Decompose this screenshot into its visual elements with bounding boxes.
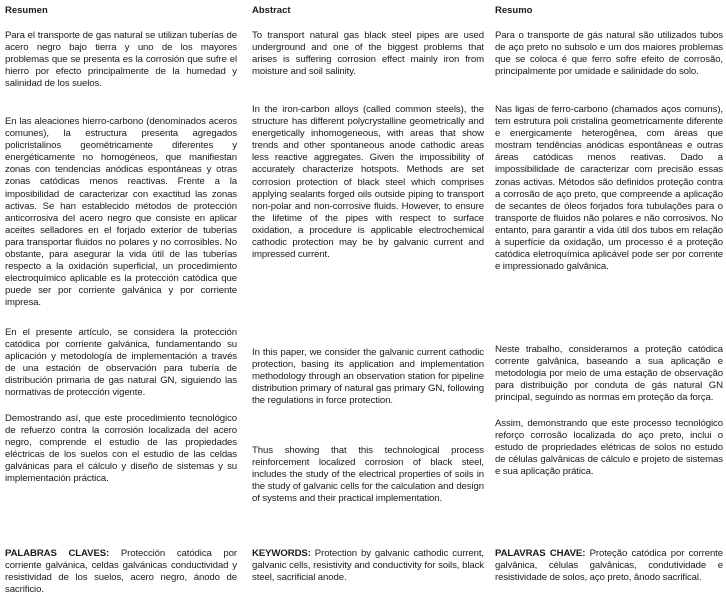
resumo-paragraph-1: Para o transporte de gás natural são utilizados tubos de aço preto no subsolo e um dos maiores problemas que se coloca é que ferro sofre efeito de corrosão, principalmente por umidade e salinidade do solo. [495, 30, 723, 78]
resumo-column [495, 0, 723, 600]
abstract-paragraph-4: Thus showing that this technological process reinforcement localized corrosion of black steel, includes the study of the electrical properties of soils in the study of galvanic cells for the calculation and design of systems and their practical implementation. [252, 445, 484, 505]
resumen-keywords-text: Protección catódica por corriente galvánica, celdas galvánicas conductividad y resistividad de los suelos, acero negro, ánodo de sacrificio. [5, 548, 237, 596]
resumo-paragraph-4: Assim, demonstrando que este processo tecnológico reforço corrosão localizada do aço preto, inclui o estudo de propriedades elétricas de solos no estudo de células galvânicas de cálculo e projeto de sistemas e sua aplicação prática. [495, 418, 723, 478]
resumen-paragraph-1: Para el transporte de gas natural se utilizan tuberías de acero negro bajo tierra y uno de los mayores problemas que se presenta es la corrosión que sufre el hierro por efecto principalmente de la humedad y salinidad de los suelos. [5, 30, 237, 90]
resumo-paragraph-2: Nas ligas de ferro-carbono (chamados aços comuns), tem estrutura poli cristalina geometricamente diferente e energicamente heterogênea, com áreas que mostram tendências anódicas espontâneas e outras áreas catódicas menos reativas. Dado a impossibilidade de caracterizar com precisão essas zonas activas. Métodos são definidos proteção contra a corrosão de aço preto, que compreende a aplicação de secantes de óleos forjados fora tubulações para o transporte de fluidos não polares e não corrosivos. No entanto, para garantir a vida útil dos tubos em relação à superfície da oxidação, um processo é a proteção catódica eletroquímica aplicável pode ser por corrente e impressionado galvânica. [495, 104, 723, 273]
resumen-heading: Resumen [5, 5, 48, 16]
abstract-keywords [252, 548, 484, 584]
resumo-paragraph-3: Neste trabalho, consideramos a proteção catódica corrente galvânica, baseando a sua aplicação e metodologia por meio de uma estação de observação para distribuição por conduta de gás natural GN principal, seguindo as normas em proteção da força. [495, 344, 723, 404]
resumo-keywords-text: Proteção catódica por corrente galvânica, células galvânicas, condutividade e resistividade de solos, aço preto, ânodo sacrifical. [495, 548, 723, 584]
resumo-keywords-label: PALAVRAS CHAVE: [495, 548, 586, 559]
resumo-keywords [495, 548, 723, 584]
abstract-column [252, 0, 484, 600]
resumen-keywords [5, 548, 237, 596]
resumen-paragraph-4: Demostrando así, que este procedimiento tecnológico de refuerzo contra la corrosión localizada del acero negro, comprende el estudio de las propiedades eléctricas de los suelos con el estudio de las celdas galvánicas para el cálculo y diseño de sistemas y su implementación práctica. [5, 413, 237, 485]
resumen-paragraph-3: En el presente artículo, se considera la protección catódica por corriente galvánica, fundamentando su aplicación y metodología de implementación a través de una estación de observación para tubería de distribución primaria de gas natural GN, siguiendo las normativas de protección vigente. [5, 327, 237, 399]
abstract-paragraph-1: To transport natural gas black steel pipes are used underground and one of the biggest problems that arises is suffering corrosion effect mainly iron from moisture and soil salinity. [252, 30, 484, 78]
resumen-paragraph-2: En las aleaciones hierro-carbono (denominados aceros comunes), la estructura presenta agregados policristalinos geométricamente diferentes y energéticamente no homogéneos, que manifiestan zonas con tendencias anódicas espontáneas y otras zonas catódicas menos reactivas. Frente a la imposibilidad de caracterizar con exactitud las zonas activas. Se han establecido métodos de protección anticorrosiva del acero negro que consiste en aplicar aceites selladores en el forjado exterior de tuberías para transportar fluidos no polares y no corrosibles. No obstante, para asegurar la vida útil de las tuberías respecto a la oxidación superficial, un procedimiento electroquímico aplicable es la protección catódica que puede ser por corriente galvánica y por corriente impresa. [5, 116, 237, 309]
abstract-paragraph-2: In the iron-carbon alloys (called common steels), the structure has different polycrystalline geometrically and energetically inhomogeneous, with areas that show trends and other spontaneous anode cathodic areas less reactive aggregates. Given the impossibility of accurately characterize hotspots. Methods are set corrosion protection of black steel which comprises applying sealants forged oils outside piping to transport non-polar and non-corrosive fluids. However, to ensure the lifetime of the pipes with respect to surface oxidation, a procedure is applicable electrochemical cathodic protection may be by galvanic current and impressed current. [252, 104, 484, 261]
resumen-keywords-label: PALABRAS CLAVES: [5, 548, 110, 559]
abstract-paragraph-3: In this paper, we consider the galvanic current cathodic protection, basing its application and implementation methodology through an observation station for pipeline distribution primary of natural gas primary GN, following the regulations in force protection. [252, 347, 484, 407]
resumo-heading: Resumo [495, 5, 533, 16]
abstract-keywords-text: Protection by galvanic cathodic current, galvanic cells, resistivity and conductivity for soils, black steel, sacrificial anode. [252, 548, 484, 584]
resumen-column [5, 0, 237, 600]
abstract-keywords-label: KEYWORDS: [252, 548, 311, 559]
abstract-heading: Abstract [252, 5, 291, 16]
